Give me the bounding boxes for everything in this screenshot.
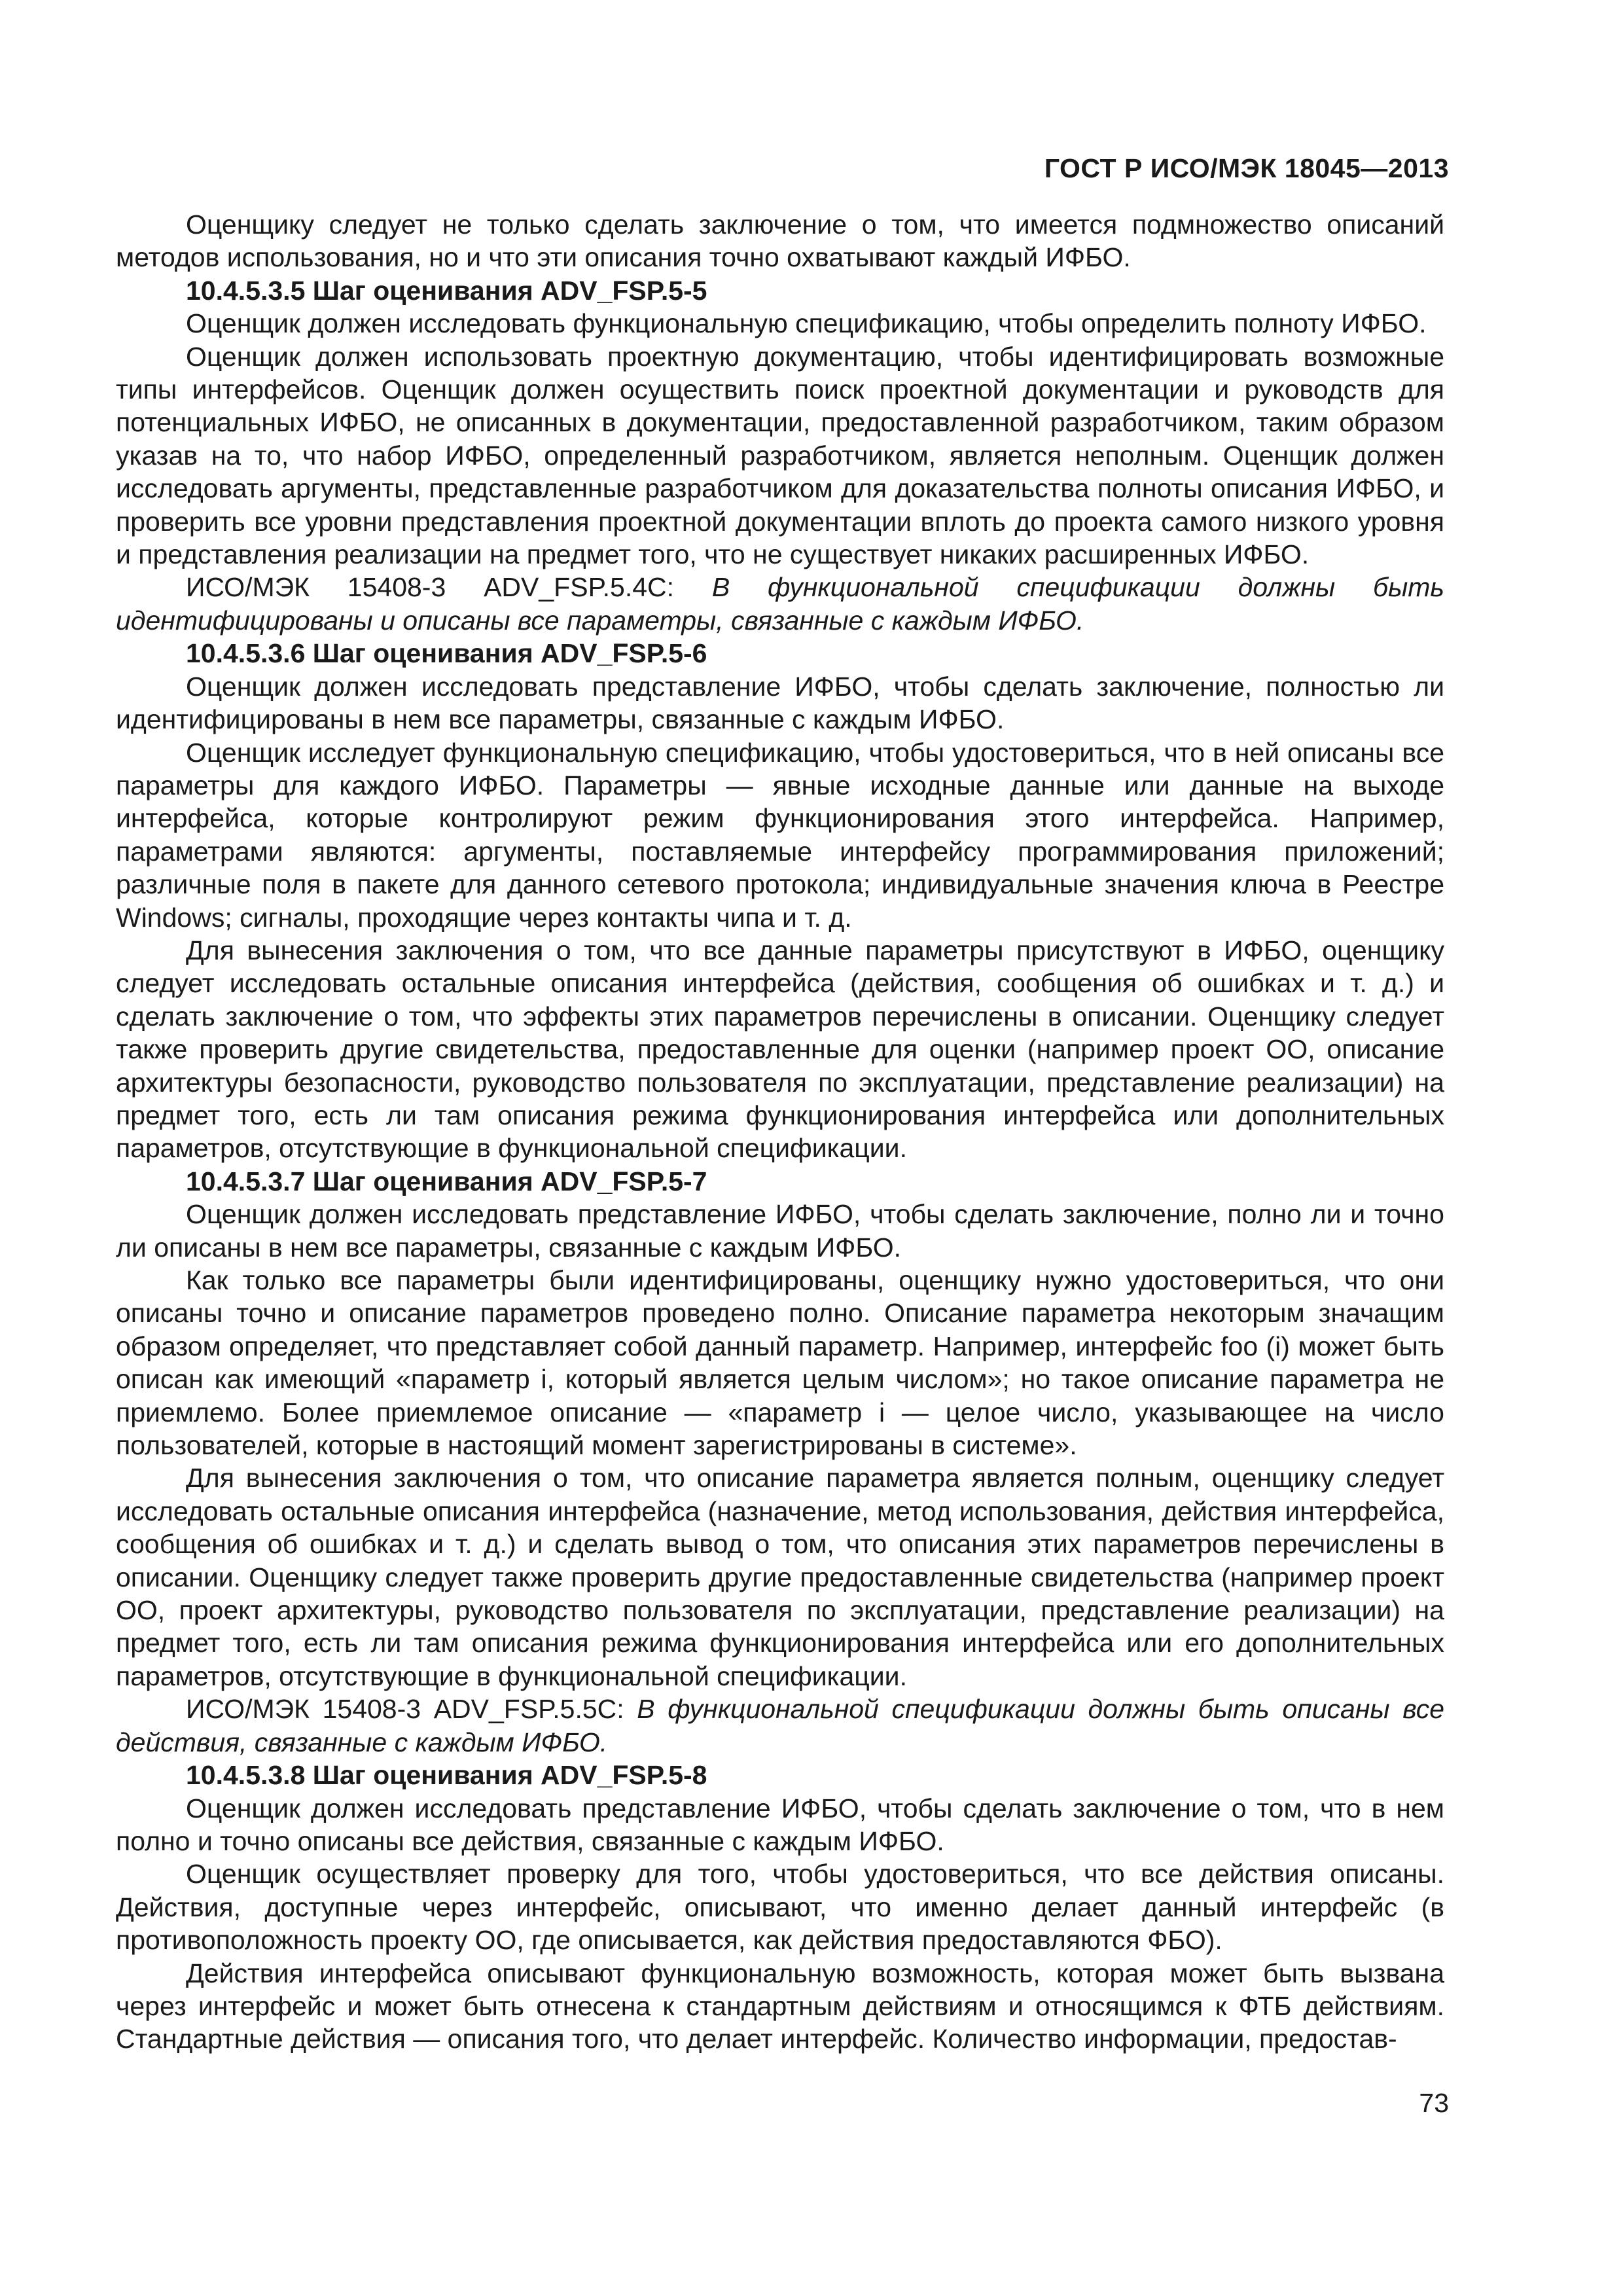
requirement-text: В функциональной спецификации должны быть идентифицированы и описаны все параметры, связанные с каждым ИФБО.: [116, 572, 1444, 636]
body-paragraph: Оценщик исследует функциональную спецификацию, чтобы удостовериться, что в ней описаны все параметры для каждого ИФБО. Параметры — явные исходные данные или данные на выходе интерфейса, которые контролируют режим функционирования этого интерфейса. Например, параметрами являются: аргументы, поставляемые интерфейсу программирования приложений; различные поля в пакете для данного сетевого протокола; индивидуальные значения ключа в Реестре Windows; сигналы, проходящие через контакты чипа и т. д.: [116, 737, 1444, 933]
section-heading: 10.4.5.3.5 Шаг оценивания ADV_FSP.5-5: [186, 275, 707, 306]
document-header: ГОСТ Р ИСО/МЭК 18045—2013: [1044, 153, 1449, 183]
requirement-text: В функциональной спецификации должны быть описаны все действия, связанные с каждым ИФБО.: [116, 1694, 1444, 1757]
body-paragraph: Оценщик должен исследовать представление ИФБО, чтобы сделать заключение о том, что в нем полно и точно описаны все действия, связанные с каждым ИФБО.: [116, 1793, 1444, 1856]
section-heading: 10.4.5.3.7 Шаг оценивания ADV_FSP.5-7: [186, 1166, 707, 1196]
section-heading: 10.4.5.3.6 Шаг оценивания ADV_FSP.5-6: [186, 638, 707, 669]
body-paragraph: Оценщик осуществляет проверку для того, чтобы удостовериться, что все действия описаны. Действия, доступные через интерфейс, описывают, что именно делает данный интерфейс (в противоположность проекту ОО, где описывается, как действия предоставляются ФБО).: [116, 1859, 1444, 1956]
document-body: [116, 208, 1444, 2056]
requirement-paragraph: [116, 1693, 1444, 1759]
body-paragraph: Действия интерфейса описывают функциональную возможность, которая может быть вызвана через интерфейс и может быть отнесена к стандартным действиям и относящимся к ФТБ действиям. Стандартные действия — описания того, что делает интерфейс. Количество информации, предостав-: [116, 1958, 1444, 2054]
section-heading: 10.4.5.3.8 Шаг оценивания ADV_FSP.5-8: [186, 1760, 707, 1791]
requirement-paragraph: [116, 571, 1444, 637]
body-paragraph: Для вынесения заключения о том, что все данные параметры присутствуют в ИФБО, оценщику следует исследовать остальные описания интерфейса (действия, сообщения об ошибках и т. д.) и сделать заключение о том, что эффекты этих параметров перечислены в описании. Оценщику следует также проверить другие свидетельства, предоставленные для оценки (например проект ОО, описание архитектуры безопасности, руководство пользователя по эксплуатации, представление реализации) на предмет того, есть ли там описания режима функционирования интерфейса или дополнительных параметров, отсутствующие в функциональной спецификации.: [116, 935, 1444, 1164]
body-paragraph: Оценщику следует не только сделать заключение о том, что имеется подмножество описаний методов использования, но и что эти описания точно охватывают каждый ИФБО.: [116, 209, 1444, 273]
page-number: 73: [1419, 2088, 1449, 2118]
body-paragraph: Как только все параметры были идентифицированы, оценщику нужно удостовериться, что они описаны точно и описание параметров проведено полно. Описание параметра некоторым значащим образом определяет, что представляет собой данный параметр. Например, интерфейс foo (i) может быть описан как имеющий «параметр i, который является целым числом»; но такое описание параметра не приемлемо. Более приемлемое описание — «параметр i — целое число, указывающее на число пользователей, которые в настоящий момент зарегистрированы в системе».: [116, 1265, 1444, 1461]
body-paragraph: Оценщик должен исследовать функциональную спецификацию, чтобы определить полноту ИФБО.: [186, 308, 1427, 339]
body-paragraph: Для вынесения заключения о том, что описание параметра является полным, оценщику следует исследовать остальные описания интерфейса (назначение, метод использования, действия интерфейса, сообщения об ошибках и т. д.) и сделать вывод о том, что описания этих параметров перечислены в описании. Оценщику следует также проверить другие предоставленные свидетельства (например проект ОО, проект архитектуры, руководство пользователя по эксплуатации, представление реализации) на предмет того, есть ли там описания режима функционирования интерфейса или его дополнительных параметров, отсутствующие в функциональной спецификации.: [116, 1463, 1444, 1691]
requirement-reference: ИСО/МЭК 15408-3 ADV_FSP.5.5C:: [186, 1694, 637, 1725]
requirement-reference: ИСО/МЭК 15408-3 ADV_FSP.5.4C:: [186, 572, 712, 603]
body-paragraph: Оценщик должен исследовать представление ИФБО, чтобы сделать заключение, полностью ли идентифицированы в нем все параметры, связанные с каждым ИФБО.: [116, 671, 1444, 735]
body-paragraph: Оценщик должен исследовать представление ИФБО, чтобы сделать заключение, полно ли и точно ли описаны в нем все параметры, связанные с каждым ИФБО.: [116, 1199, 1444, 1263]
body-paragraph: Оценщик должен использовать проектную документацию, чтобы идентифицировать возможные типы интерфейсов. Оценщик должен осуществить поиск проектной документации и руководств для потенциальных ИФБО, не описанных в документации, предоставленной разработчиком, таким образом указав на то, что набор ИФБО, определенный разработчиком, является неполным. Оценщик должен исследовать аргументы, представленные разработчиком для доказательства полноты описания ИФБО, и проверить все уровни представления проектной документации вплоть до проекта самого низкого уровня и представления реализации на предмет того, что не существует никаких расширенных ИФБО.: [116, 341, 1444, 570]
